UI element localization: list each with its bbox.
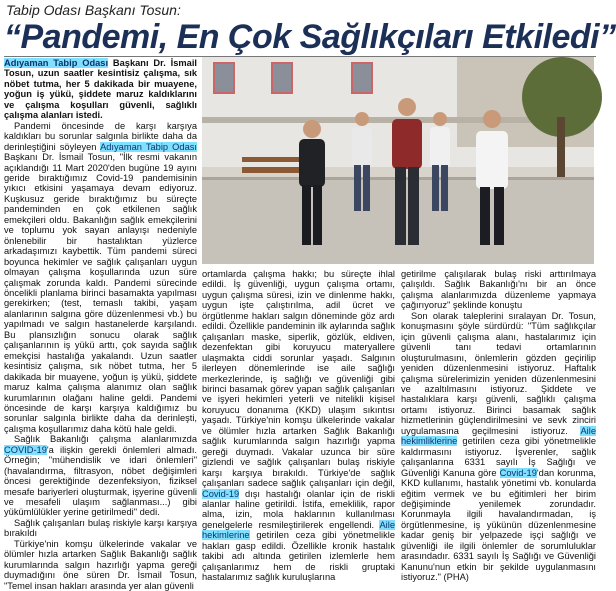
article-headline: “Pandemi, En Çok Sağlıkçıları Etkiledi” bbox=[4, 18, 616, 56]
column-3 bbox=[401, 269, 596, 583]
body-text: Başkanı Dr. İsmail Tosun, "İlk resmi vakanın açıklandığı 11 Mart 2020'den bugüne 19 ayını geride bıraktığımız Covid-19 pandemisinin yıkıcı etkisini yaşamaya devam ediyoruz. Kuşkusuz geride bıraktığımız bu süreçte pandeminden en çok etkilenen sağlık emekçileri oldu. Bakanlığın sağlık emekçilerini ve toplumu yok sayan anlayışı nedeniyle önlenebilir bir hastalıktan yüzlerce arkadaşımızı kaybettik. Tüm pandemi süreci boyunca hekimler ve sağlık çalışanları uygun olmayan çalışma koşullarında uzun süre çalışmak zorunda kaldı. Pandemi sürecinde öncelikli planlama birinci basamakta yapılması gerekirken; (test, temaslı takibi, yaşam alanlarının salgına göre düzenlenmesi vb.) bu yapılmadı ve salgın hastanelerde karşılandı. Bu plansızlığın sonucu olarak sağlık çalışanlarının iş yükü arttı, çok sayıda sağlık emekçisi hastalığa yakalandı. Uzun saatler kesintisiz çalışma, sık nöbet tutma, her 5 dakikada bir muayene, yoğun iş yükü, şiddete maruz kalma çalışma alanımız olan sağlık kurumlarının olağanı haline geldi. Pandemi öncesinde de karşı karşıya kaldığımız bu sorunlar salgınla birlikte daha da derinleşti, çalışma koşullarımız daha kötü hale geldi. bbox=[4, 152, 197, 434]
body-text: Pandemi öncesinde de karşı karşıya kaldıkları bu sorunlar salgınla birlikte daha da derinleştiğini söyleyen bbox=[4, 120, 197, 152]
lead-text: Başkanı Dr. İsmail Tosun, uzun saatler kesintisiz çalışma, sık nöbet tutma, her 5 dakikada bir muayene, yoğun iş yükü, şiddete maruz kaldıklarını ve çalışma koşulları güvenli, sağlıklı çalışma alanları istedi. bbox=[4, 58, 197, 121]
column-2 bbox=[202, 269, 395, 583]
org-highlight: Adıyaman Tabip Odası bbox=[4, 58, 109, 68]
body-text: getirilen ceza gibi yönetmelikle hakları gasp edildi. Özellikle kronik hastalık takibi adı altında getirilen izlemlerle hem çalışanlarımız hem de riskli gruptaki hastalarımız sağlık kuruluşlarına bbox=[202, 530, 395, 583]
window bbox=[272, 63, 292, 93]
body-paragraph bbox=[4, 121, 197, 435]
body-paragraph: Türkiye'nin komşu ülkelerinde vakalar ve ölümler hızla artarken Sağlık Bakanlığı sağlık kurumlarında salgın hazırlığı yapma gereği duymadığını öne süren Dr. İsmail Tosun, "Temel insan hakları arasında yer alan güvenli bbox=[4, 538, 197, 591]
covid-highlight: Covid-19 bbox=[499, 467, 537, 478]
window bbox=[214, 63, 234, 93]
covid-highlight: Covid-19 bbox=[202, 488, 240, 499]
article-kicker: Tabip Odası Başkanı Tosun: bbox=[6, 2, 181, 18]
body-paragraph bbox=[401, 311, 596, 583]
tree-trunk bbox=[557, 117, 565, 177]
aile-highlight: Aile hekimlerine bbox=[202, 519, 395, 541]
org-highlight: Adıyaman Tabip Odası bbox=[100, 141, 197, 152]
lead-paragraph bbox=[4, 58, 197, 121]
body-text: getirilen ceza gibi yönetmelikle kaldırmasını istiyoruz. İşverenler, sağlık çalışanlarına 6331 sayılı İş Sağlığı ve Güvenliği Kanuna göre bbox=[401, 436, 596, 478]
article-photo bbox=[202, 57, 594, 264]
photo-illustration bbox=[202, 57, 594, 264]
window bbox=[352, 63, 372, 93]
subheading: Sağlık çalışanları bulaş riskiyle karşı karşıya bırakıldı bbox=[4, 517, 197, 539]
body-text: Sağlık Bakanlığı çalışma alanlarımızda bbox=[14, 434, 197, 445]
covid-highlight: COVID-19 bbox=[4, 444, 47, 455]
aile-highlight: Aile hekimliklerine bbox=[401, 425, 596, 447]
body-paragraph bbox=[4, 434, 197, 518]
body-text: 'a ilişkin gerekli önlemleri almadı. Örneğin; "mühendislik ve idari önlemleri" (havalandırma, filtrasyon, nöbet değişimleri öncesi gerektiğinde dezenfeksiyon, fiziksel mesafe bariyerleri oluşturmak, işyerine güvenli ve mesafeli ulaşım sağlanması...) gibi yükümlülükler yerine getirilmedi" dedi. bbox=[4, 444, 197, 518]
body-text: 'dan korunma, KKD kullanımı, hastalık yönetimi vb. konularda eğitim vermek ve bu eğitimleri her birim değişiminde yenilemek zorundadır. Korunmayla ilgili havalandırmadan, iş örgütlenmesine, iş yükünün düzenlenmesine kadar geniş bir yelpazede işçi sağlığı ve güvenliği ile ilgili önlemler de sorumluluklar arasındadır. 6331 sayılı İş Sağlığı ve Güvenliği Kanunu'nun etkin bir şekilde uygulanmasını istiyoruz." (PHA) bbox=[401, 467, 596, 583]
body-paragraph bbox=[202, 269, 395, 583]
column-1 bbox=[4, 58, 197, 591]
body-paragraph: getirilme çalışılarak bulaş riski arttırılmaya çalışıldı. Sağlık Bakanlığı'nı bir an önce çalışma alanlarımızda düzenleme yapmaya çağırıyoruz" şeklinde konuştu bbox=[401, 269, 596, 311]
body-text: dışı hastalığı olanlar için de riskli alanlar haline getirildi. İstifa, emeklilik, rapor alma, izin, mola haklarının kullanılması genelgelerle resmileştirilerek engellendi. bbox=[202, 488, 395, 530]
body-text: ortamlarda çalışma hakkı; bu süreçte ihlal edildi. İş güvenliği, uygun çalışma ortamı, uygun çalışma süresi, izin ve dinlenme hakkı, uygun işte çalıştırılma, adil ücret ve örgütlenme hakları salgın döneminde göz ardı edildi. Özellikle pandeminin ilk aylarında sağlık çalışanları maske, siperlik, gözlük, eldiven, dezenfektan gibi koruyucu materyallere ulaşmakta ciddi sorunlar yaşadı. Salgının ilerleyen dönemlerinde ise aile sağlığı merkezlerinde, iş sağlığı ve güvenliği gibi birinci basamak görev yapan sağlık çalışanları ve işyeri hekimleri yeterli ve nitelikli kişisel koruyucu donanıma (KKD) ulaşım sıkıntısı yaşadı. Türkiye'nin komşu ülkelerinde vakalar ve ölümler hızla artarken Sağlık Bakanlığı sağlık kurumlarında salgın hazırlığı yapma gereği duymadı. Vakalar uzunca bir süre gizlendi ve sağlık çalışanları bulaş riskiyle karşı karşıya bırakıldı. Türkiye'de sağlık çalışanları sadece sağlık çalışanları için değil, bbox=[202, 269, 395, 489]
body-text: Son olarak taleplerini sıralayan Dr. Tosun, konuşmasını şöyle sürdürdü: "Tüm sağlıkçılar için güvenli çalışma alanı, hastalarımız için güvenli tanı tedavi ortamlarının oluşturulmasını, önlemlerin gözden geçirilip yeniden düzenlenmesini istiyoruz. Haftalık çalışma sürelerimizin yeniden düzenlenmesini ve azaltılmasını istiyoruz. Şiddete ve hastalıklara karşı güvenli, sağlıklı çalışma ortamı istiyoruz. Birinci basamak sağlık hizmetlerinin güçlendirilmesini ve sevk zinciri uygulamasına geçilmesini istiyoruz. bbox=[401, 310, 596, 436]
